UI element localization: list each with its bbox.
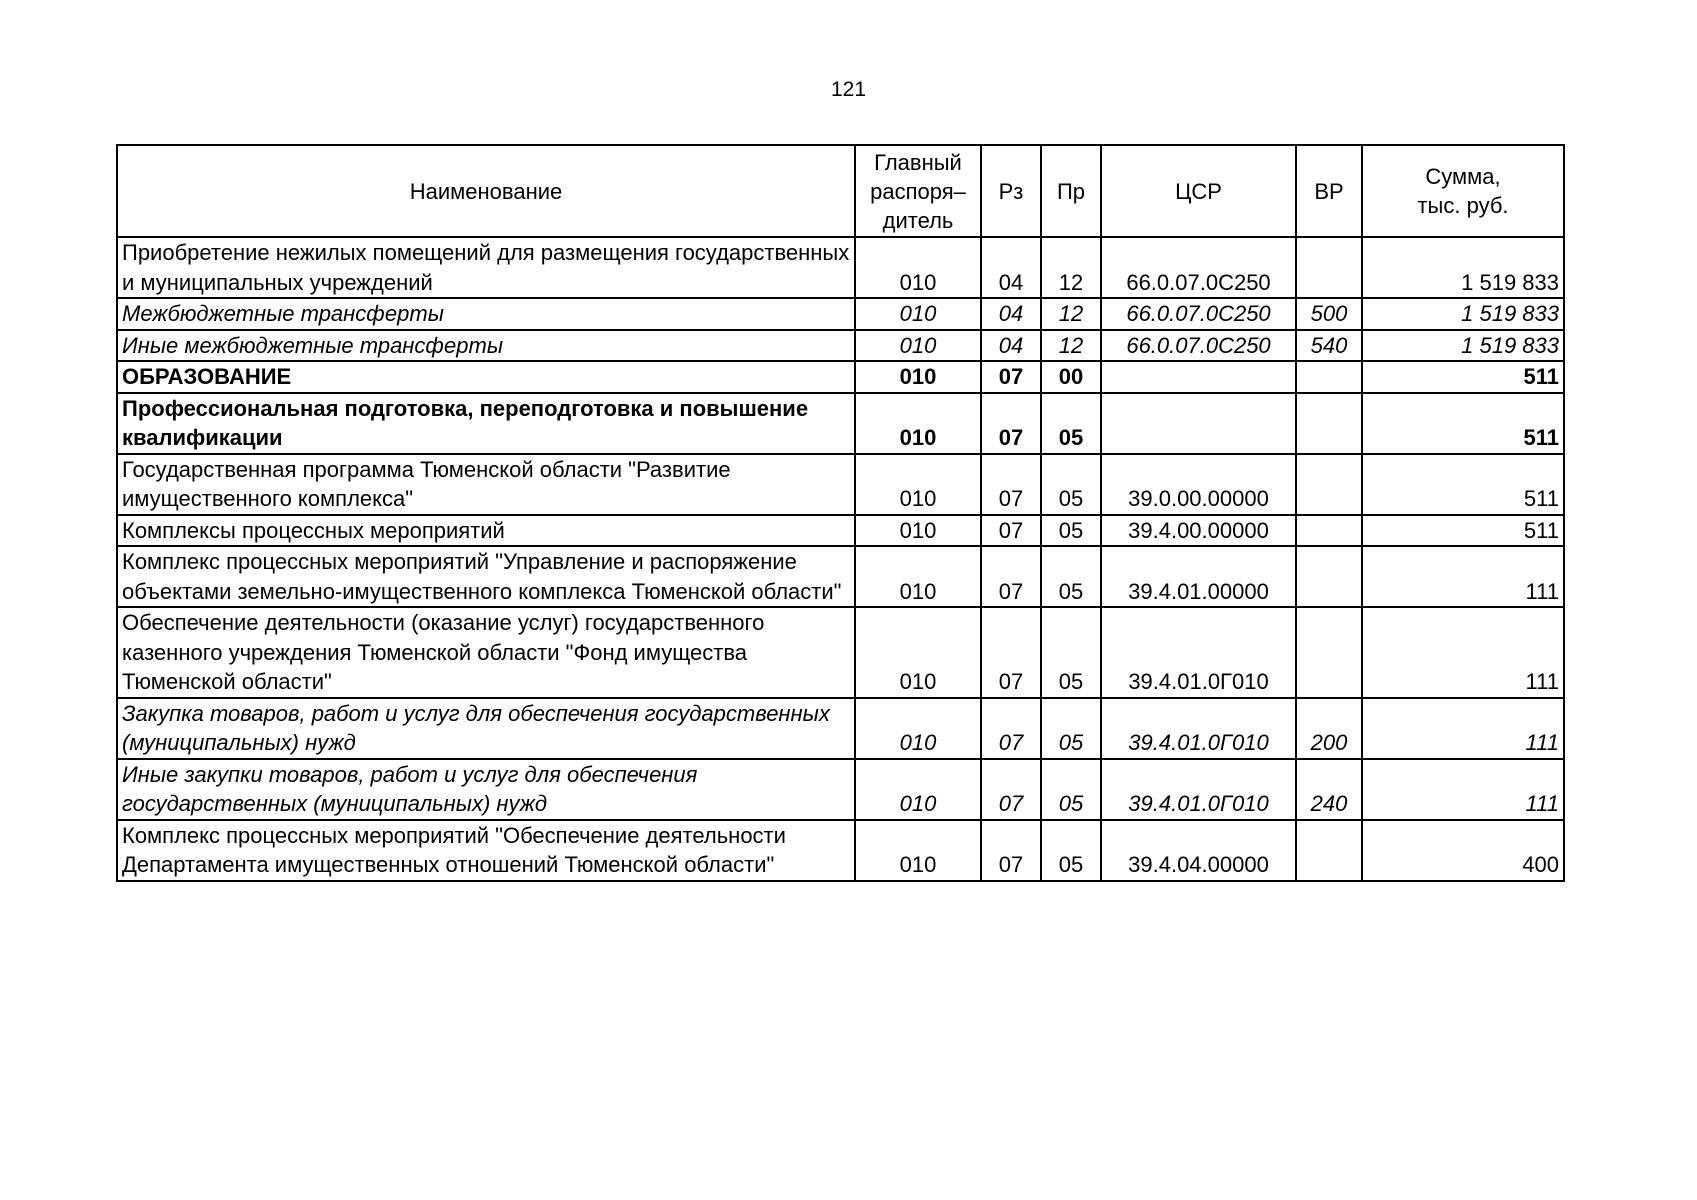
cell-rz: 04 xyxy=(981,330,1041,362)
cell-name: Межбюджетные трансферты xyxy=(117,298,855,330)
budget-table xyxy=(116,144,1565,882)
table-row xyxy=(117,361,1564,393)
cell-name: Комплексы процессных мероприятий xyxy=(117,515,855,547)
table-row xyxy=(117,298,1564,330)
cell-vr xyxy=(1296,361,1362,393)
cell-pr: 05 xyxy=(1041,607,1101,698)
cell-csr: 39.4.01.00000 xyxy=(1101,546,1296,607)
cell-csr: 39.4.01.0Г010 xyxy=(1101,698,1296,759)
cell-csr: 39.4.04.00000 xyxy=(1101,820,1296,881)
cell-pr: 00 xyxy=(1041,361,1101,393)
header-csr: ЦСР xyxy=(1101,145,1296,237)
cell-name: ОБРАЗОВАНИЕ xyxy=(117,361,855,393)
table-row xyxy=(117,759,1564,820)
cell-vr: 240 xyxy=(1296,759,1362,820)
cell-sum: 111 xyxy=(1362,698,1564,759)
cell-vr: 200 xyxy=(1296,698,1362,759)
cell-rz: 07 xyxy=(981,454,1041,515)
cell-pr: 12 xyxy=(1041,237,1101,298)
cell-name: Иные межбюджетные трансферты xyxy=(117,330,855,362)
cell-sum: 1 519 833 xyxy=(1362,298,1564,330)
cell-grbs: 010 xyxy=(855,515,981,547)
table-row xyxy=(117,820,1564,881)
cell-csr xyxy=(1101,361,1296,393)
cell-grbs: 010 xyxy=(855,361,981,393)
table-body xyxy=(117,237,1564,881)
cell-sum: 111 xyxy=(1362,759,1564,820)
cell-sum: 400 xyxy=(1362,820,1564,881)
cell-grbs: 010 xyxy=(855,298,981,330)
cell-pr: 05 xyxy=(1041,454,1101,515)
cell-pr: 05 xyxy=(1041,515,1101,547)
cell-grbs: 010 xyxy=(855,820,981,881)
cell-rz: 07 xyxy=(981,515,1041,547)
cell-vr xyxy=(1296,546,1362,607)
cell-name: Комплекс процессных мероприятий "Управление и распоряжение объектами земельно-имущественного комплекса Тюменской области" xyxy=(117,546,855,607)
cell-vr xyxy=(1296,515,1362,547)
page-number: 121 xyxy=(830,78,867,101)
cell-pr: 05 xyxy=(1041,546,1101,607)
cell-sum: 511 xyxy=(1362,393,1564,454)
cell-pr: 05 xyxy=(1041,759,1101,820)
cell-name: Комплекс процессных мероприятий "Обеспечение деятельности Департамента имущественных отношений Тюменской области" xyxy=(117,820,855,881)
cell-vr xyxy=(1296,237,1362,298)
cell-grbs: 010 xyxy=(855,546,981,607)
cell-sum: 1 519 833 xyxy=(1362,237,1564,298)
header-grbs-line3: дитель xyxy=(882,207,954,233)
cell-pr: 05 xyxy=(1041,820,1101,881)
cell-grbs: 010 xyxy=(855,698,981,759)
cell-name: Государственная программа Тюменской области "Развитие имущественного комплекса" xyxy=(117,454,855,515)
cell-sum: 511 xyxy=(1362,361,1564,393)
header-vr: ВР xyxy=(1296,145,1362,237)
cell-name: Профессиональная подготовка, переподготовка и повышение квалификации xyxy=(117,393,855,454)
cell-grbs: 010 xyxy=(855,454,981,515)
table-header-row xyxy=(117,145,1564,237)
cell-csr: 39.4.01.0Г010 xyxy=(1101,759,1296,820)
table-row xyxy=(117,698,1564,759)
header-name: Наименование xyxy=(117,145,855,237)
header-sum-line2: тыс. руб. xyxy=(1417,193,1509,218)
cell-grbs: 010 xyxy=(855,759,981,820)
cell-vr xyxy=(1296,820,1362,881)
table-row xyxy=(117,330,1564,362)
header-pr: Пр xyxy=(1041,145,1101,237)
header-rz: Рз xyxy=(981,145,1041,237)
cell-csr xyxy=(1101,393,1296,454)
cell-sum: 1 519 833 xyxy=(1362,330,1564,362)
cell-sum: 111 xyxy=(1362,546,1564,607)
table-row xyxy=(117,454,1564,515)
cell-rz: 07 xyxy=(981,698,1041,759)
cell-rz: 07 xyxy=(981,759,1041,820)
cell-sum: 511 xyxy=(1362,454,1564,515)
cell-rz: 04 xyxy=(981,298,1041,330)
header-grbs xyxy=(855,145,981,237)
header-grbs-line2: распоря– xyxy=(870,178,966,204)
header-sum xyxy=(1362,145,1564,237)
cell-sum: 111 xyxy=(1362,607,1564,698)
cell-sum: 511 xyxy=(1362,515,1564,547)
cell-csr: 66.0.07.0С250 xyxy=(1101,237,1296,298)
cell-grbs: 010 xyxy=(855,237,981,298)
cell-vr: 500 xyxy=(1296,298,1362,330)
table-row xyxy=(117,237,1564,298)
cell-grbs: 010 xyxy=(855,393,981,454)
cell-pr: 05 xyxy=(1041,698,1101,759)
cell-name: Приобретение нежилых помещений для размещения государственных и муниципальных учреждений xyxy=(117,237,855,298)
table-row xyxy=(117,546,1564,607)
cell-csr: 66.0.07.0С250 xyxy=(1101,298,1296,330)
header-grbs-line1: Главный xyxy=(874,149,962,175)
cell-grbs: 010 xyxy=(855,330,981,362)
cell-csr: 39.4.01.0Г010 xyxy=(1101,607,1296,698)
cell-rz: 07 xyxy=(981,393,1041,454)
cell-pr: 12 xyxy=(1041,330,1101,362)
cell-name: Обеспечение деятельности (оказание услуг) государственного казенного учреждения Тюменской области "Фонд имущества Тюменской области" xyxy=(117,607,855,698)
cell-pr: 12 xyxy=(1041,298,1101,330)
cell-rz: 04 xyxy=(981,237,1041,298)
cell-grbs: 010 xyxy=(855,607,981,698)
cell-rz: 07 xyxy=(981,607,1041,698)
cell-csr: 39.4.00.00000 xyxy=(1101,515,1296,547)
cell-pr: 05 xyxy=(1041,393,1101,454)
cell-name: Иные закупки товаров, работ и услуг для обеспечения государственных (муниципальных) нужд xyxy=(117,759,855,820)
cell-csr: 66.0.07.0С250 xyxy=(1101,330,1296,362)
table-row xyxy=(117,607,1564,698)
cell-vr xyxy=(1296,607,1362,698)
cell-vr: 540 xyxy=(1296,330,1362,362)
cell-vr xyxy=(1296,454,1362,515)
cell-rz: 07 xyxy=(981,361,1041,393)
cell-rz: 07 xyxy=(981,546,1041,607)
table-row xyxy=(117,515,1564,547)
header-sum-line1: Сумма, xyxy=(1425,164,1501,189)
cell-vr xyxy=(1296,393,1362,454)
cell-csr: 39.0.00.00000 xyxy=(1101,454,1296,515)
cell-name: Закупка товаров, работ и услуг для обеспечения государственных (муниципальных) нужд xyxy=(117,698,855,759)
table-row xyxy=(117,393,1564,454)
cell-rz: 07 xyxy=(981,820,1041,881)
